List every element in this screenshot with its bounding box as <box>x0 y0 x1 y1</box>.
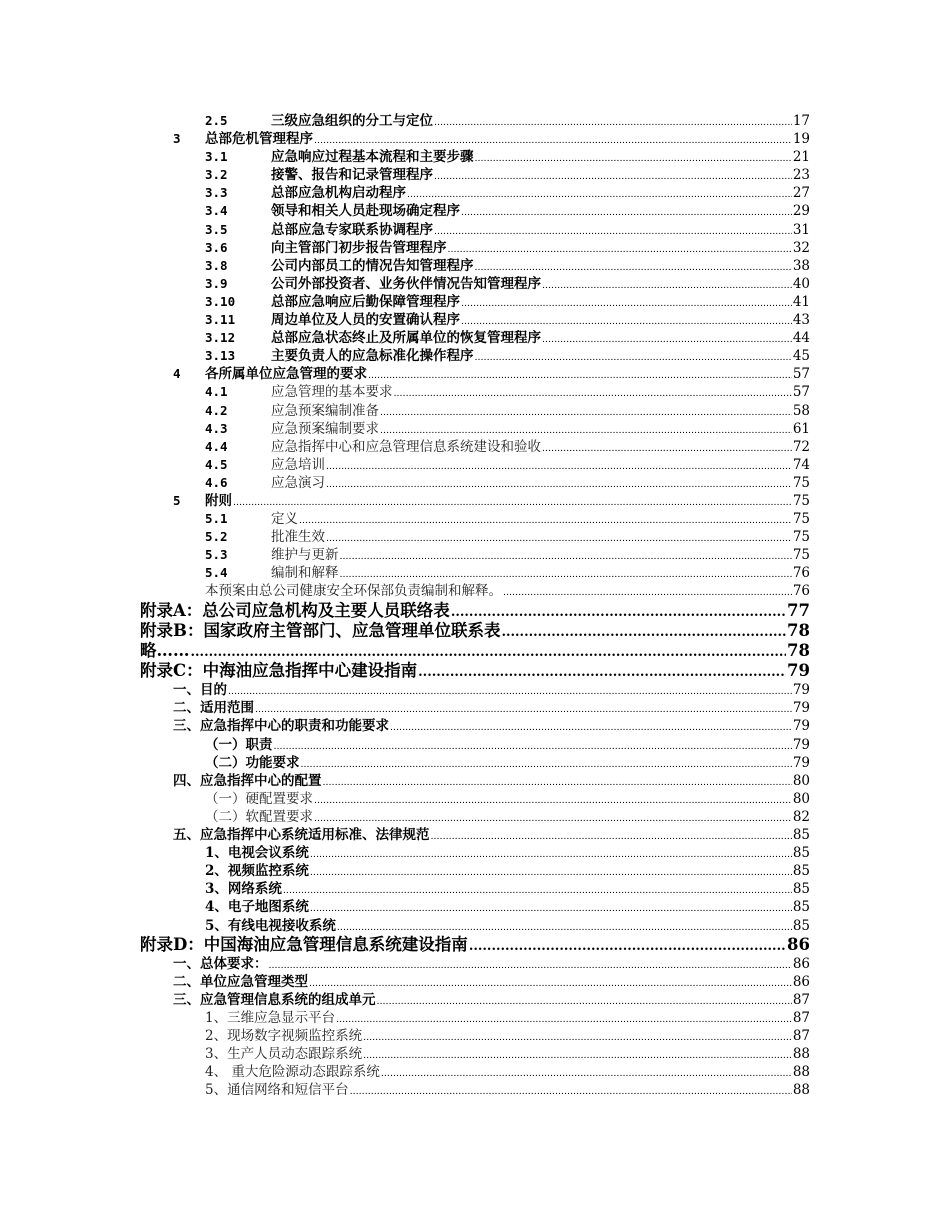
toc-page-number: 45 <box>792 348 810 365</box>
dot-leader <box>434 112 792 132</box>
toc-page-number: 86 <box>792 973 810 990</box>
toc-page-number: 41 <box>792 293 810 310</box>
dot-leader <box>377 991 792 1011</box>
toc-entry-title: 应急培训 <box>271 456 325 473</box>
toc-entry-title: 公司内部员工的情况告知管理程序 <box>271 257 474 274</box>
toc-entry-title: 一、总体要求： <box>173 955 268 972</box>
dot-leader <box>390 717 792 737</box>
dot-leader <box>314 808 792 828</box>
toc-entry-title: 一、目的 <box>173 682 227 699</box>
dot-leader <box>274 736 792 756</box>
toc-entry-title: 附则 <box>205 492 232 509</box>
toc-entry-title: 总部应急状态终止及所属单位的恢复管理程序 <box>271 330 541 347</box>
toc-entry-number: 4.3 <box>205 420 228 436</box>
toc-page-number: 88 <box>792 1046 810 1063</box>
toc-entry-number: 3.1 <box>205 149 228 165</box>
toc-page-number: 87 <box>792 1028 810 1045</box>
dot-leader <box>310 862 792 882</box>
dot-leader <box>363 1045 792 1065</box>
toc-entry-number: 3 <box>173 131 181 147</box>
toc-entry-number: 2.5 <box>205 113 228 128</box>
dot-leader <box>380 420 792 440</box>
dot-leader <box>340 546 792 566</box>
dot-leader <box>542 438 792 458</box>
toc-entry-title: 领导和相关人员赴现场确定程序 <box>271 203 460 220</box>
toc-entry-title: 附录D：中国海油应急管理信息系统建设指南 <box>140 934 468 954</box>
toc-entry-title: 应急预案编制准备 <box>271 402 379 419</box>
toc-page-number: 80 <box>792 790 810 807</box>
toc-entry[interactable] <box>140 1027 810 1045</box>
toc-entry-number: 3.4 <box>205 203 228 219</box>
toc-entry-number: 3.10 <box>205 293 236 309</box>
toc-page-number: 88 <box>792 1082 810 1099</box>
toc-page-number: 88 <box>792 1064 810 1081</box>
dot-leader <box>461 202 792 222</box>
toc-page-number: 29 <box>792 203 810 220</box>
dot-leader <box>451 601 786 623</box>
toc-page-number: 75 <box>792 474 810 491</box>
toc-entry[interactable] <box>140 736 810 754</box>
toc-page-number: 79 <box>792 700 810 717</box>
dot-leader <box>461 293 792 313</box>
dot-leader <box>326 474 792 494</box>
toc-entry-title: 维护与更新 <box>271 547 339 564</box>
dot-leader <box>299 510 792 530</box>
dot-leader <box>542 275 792 295</box>
toc-page-number: 79 <box>792 718 810 735</box>
dot-leader <box>475 257 792 277</box>
toc-entry[interactable] <box>140 329 810 347</box>
toc-page-number: 78 <box>787 620 810 640</box>
dot-leader <box>418 661 786 683</box>
toc-entry-title: 本预案由总公司健康安全环保部负责编制和解释。 <box>205 583 502 600</box>
toc-entry-title: 四、应急指挥中心的配置 <box>173 772 322 789</box>
table-of-contents <box>140 112 810 1100</box>
toc-page-number: 57 <box>792 384 810 401</box>
toc-entry[interactable] <box>140 699 810 717</box>
toc-page-number: 87 <box>792 991 810 1008</box>
toc-entry[interactable] <box>140 790 810 808</box>
toc-entry-title: 5、有线电视接收系统 <box>205 917 336 934</box>
toc-entry-title: 4、 重大危险源动态跟踪系统 <box>205 1064 380 1081</box>
dot-leader <box>309 973 792 993</box>
toc-entry[interactable] <box>140 456 810 474</box>
dot-leader <box>314 790 792 810</box>
toc-entry[interactable] <box>140 582 810 600</box>
toc-entry-number: 4.6 <box>205 474 228 490</box>
toc-page-number: 77 <box>787 600 810 620</box>
dot-leader <box>381 1063 792 1083</box>
toc-entry-title: （一）硬配置要求 <box>205 790 313 807</box>
dot-leader <box>461 311 792 331</box>
toc-entry-title: 总部应急专家联系协调程序 <box>271 221 433 238</box>
toc-entry-number: 3.9 <box>205 275 228 291</box>
toc-entry[interactable] <box>140 880 810 898</box>
toc-page-number: 82 <box>792 808 810 825</box>
toc-entry-title: 应急指挥中心和应急管理信息系统建设和验收 <box>271 438 541 455</box>
toc-entry[interactable] <box>140 564 810 582</box>
dot-leader <box>337 917 792 937</box>
toc-entry-number: 3.8 <box>205 257 228 273</box>
toc-entry-title: 总部应急响应后勤保障管理程序 <box>271 293 460 310</box>
toc-entry-title: 接警、报告和记录管理程序 <box>271 167 433 184</box>
toc-entry[interactable] <box>140 641 810 661</box>
toc-entry-title: 总部危机管理程序 <box>205 131 313 148</box>
toc-entry[interactable] <box>140 528 810 546</box>
toc-page-number: 78 <box>787 640 810 660</box>
toc-entry-title: 5、通信网络和短信平台 <box>205 1082 349 1099</box>
toc-entry[interactable] <box>140 898 810 916</box>
toc-page-number: 79 <box>792 682 810 699</box>
toc-entry[interactable] <box>140 257 810 275</box>
toc-page-number: 85 <box>792 899 810 916</box>
toc-entry-title: 三级应急组织的分工与定位 <box>271 113 433 129</box>
dot-leader <box>394 383 792 403</box>
toc-entry-title: 向主管部门初步报告管理程序 <box>271 239 447 256</box>
toc-entry[interactable] <box>140 311 810 329</box>
toc-entry-title: （一）职责 <box>205 736 273 753</box>
toc-entry-title: 应急预案编制要求 <box>271 420 379 437</box>
toc-entry-title: 应急演习 <box>271 474 325 491</box>
toc-page-number: 75 <box>792 511 810 528</box>
toc-entry-title: 批准生效 <box>271 529 325 546</box>
toc-page-number: 38 <box>792 257 810 274</box>
toc-page-number: 85 <box>792 863 810 880</box>
dot-leader <box>380 402 792 422</box>
toc-entry-number: 3.11 <box>205 312 236 328</box>
toc-entry[interactable] <box>140 826 810 844</box>
toc-entry[interactable] <box>140 347 810 365</box>
toc-entry[interactable] <box>140 546 810 564</box>
dot-leader <box>475 148 792 168</box>
toc-entry-number: 5.3 <box>205 547 228 563</box>
toc-entry-title: 二、单位应急管理类型 <box>173 973 308 990</box>
toc-page-number: 23 <box>792 167 810 184</box>
toc-entry-title: 二、适用范围 <box>173 700 254 717</box>
toc-page-number: 43 <box>792 312 810 329</box>
toc-page-number: 31 <box>792 221 810 238</box>
toc-entry-number: 3.5 <box>205 221 228 237</box>
toc-entry[interactable] <box>140 1063 810 1081</box>
toc-page-number: 75 <box>792 492 810 509</box>
dot-leader <box>310 898 792 918</box>
toc-page-number: 85 <box>792 881 810 898</box>
toc-entry[interactable] <box>140 221 810 239</box>
toc-page-number: 74 <box>792 456 810 473</box>
toc-entry-number: 4 <box>173 366 181 382</box>
toc-entry-title: 五、应急指挥中心系统适用标准、法律规范 <box>173 827 430 844</box>
toc-page-number: 19 <box>792 131 810 148</box>
toc-entry-number: 5.4 <box>205 565 228 581</box>
toc-entry-title: 4、电子地图系统 <box>205 899 309 916</box>
toc-entry-title: （二）功能要求 <box>205 754 300 771</box>
toc-page-number: 80 <box>792 772 810 789</box>
dot-leader <box>283 880 792 900</box>
toc-entry[interactable] <box>140 955 810 973</box>
dot-leader <box>469 935 786 957</box>
dot-leader <box>475 347 792 367</box>
toc-entry[interactable] <box>140 510 810 528</box>
toc-entry-title: 3、网络系统 <box>205 881 282 898</box>
toc-entry[interactable] <box>140 402 810 420</box>
dot-leader <box>407 184 792 204</box>
toc-entry[interactable] <box>140 148 810 166</box>
toc-page-number: 72 <box>792 438 810 455</box>
toc-page-number: 17 <box>792 113 810 129</box>
dot-leader <box>233 492 792 512</box>
dot-leader <box>368 365 792 385</box>
toc-entry-number: 5.1 <box>205 511 228 527</box>
toc-entry[interactable] <box>140 438 810 456</box>
toc-entry-title: 1、电视会议系统 <box>205 845 309 862</box>
dot-leader <box>326 456 792 476</box>
toc-entry[interactable] <box>140 1045 810 1063</box>
dot-leader <box>501 621 786 643</box>
toc-page-number: 44 <box>792 330 810 347</box>
toc-entry[interactable] <box>140 275 810 293</box>
toc-entry-title: 2、视频监控系统 <box>205 863 309 880</box>
toc-entry-title: 公司外部投资者、业务伙伴情况告知管理程序 <box>271 275 541 292</box>
toc-page-number: 75 <box>792 529 810 546</box>
toc-entry[interactable] <box>140 239 810 257</box>
toc-entry-title: 2、现场数字视频监控系统 <box>205 1028 363 1045</box>
toc-entry[interactable] <box>140 601 810 621</box>
toc-page-number: 58 <box>792 402 810 419</box>
dot-leader <box>340 564 792 584</box>
toc-entry[interactable] <box>140 772 810 790</box>
toc-entry-title: 附录B：国家政府主管部门、应急管理单位联系表 <box>140 620 501 640</box>
dot-leader <box>191 641 787 663</box>
toc-entry-number: 3.3 <box>205 185 228 201</box>
toc-entry[interactable] <box>140 973 810 991</box>
toc-entry-title: 略…… <box>140 640 190 660</box>
toc-entry-number: 4.5 <box>205 456 228 472</box>
toc-entry[interactable] <box>140 474 810 492</box>
toc-entry-title: 编制和解释 <box>271 565 339 582</box>
toc-entry[interactable] <box>140 492 810 510</box>
toc-entry-title: 主要负责人的应急标准化操作程序 <box>271 348 474 365</box>
toc-entry-title: 应急管理的基本要求 <box>271 384 393 401</box>
dot-leader <box>228 681 792 701</box>
toc-entry[interactable] <box>140 917 810 935</box>
dot-leader <box>542 329 792 349</box>
toc-page-number: 21 <box>792 149 810 166</box>
toc-page-number: 79 <box>792 754 810 771</box>
dot-leader <box>434 221 792 241</box>
toc-entry[interactable] <box>140 112 810 130</box>
toc-entry[interactable] <box>140 621 810 641</box>
toc-entry[interactable] <box>140 935 810 955</box>
toc-page-number: 76 <box>792 583 810 600</box>
toc-entry-title: 周边单位及人员的安置确认程序 <box>271 312 460 329</box>
dot-leader <box>434 166 792 186</box>
toc-page-number: 85 <box>792 917 810 934</box>
dot-leader <box>255 699 792 719</box>
dot-leader <box>350 1081 792 1101</box>
toc-entry[interactable] <box>140 844 810 862</box>
toc-entry-title: 应急响应过程基本流程和主要步骤 <box>271 149 474 166</box>
toc-page-number: 79 <box>792 736 810 753</box>
toc-entry-title: （二）软配置要求 <box>205 808 313 825</box>
toc-entry-number: 4.1 <box>205 384 228 400</box>
toc-entry-number: 5.2 <box>205 529 228 545</box>
toc-page-number: 79 <box>787 661 810 681</box>
toc-entry[interactable] <box>140 166 810 184</box>
toc-entry[interactable] <box>140 420 810 438</box>
dot-leader <box>431 826 792 846</box>
toc-page-number: 85 <box>792 845 810 862</box>
toc-entry-number: 5 <box>173 492 181 508</box>
toc-entry[interactable] <box>140 184 810 202</box>
dot-leader <box>363 1027 792 1047</box>
toc-entry-title: 定义 <box>271 511 298 528</box>
toc-entry-title: 总部应急机构启动程序 <box>271 185 406 202</box>
toc-entry-title: 附录C：中海油应急指挥中心建设指南 <box>140 661 418 681</box>
dot-leader <box>323 772 792 792</box>
dot-leader <box>326 528 792 548</box>
toc-entry[interactable] <box>140 1081 810 1099</box>
toc-page-number: 76 <box>792 565 810 582</box>
toc-entry[interactable] <box>140 130 810 148</box>
toc-entry[interactable] <box>140 383 810 401</box>
toc-entry-title: 3、生产人员动态跟踪系统 <box>205 1046 363 1063</box>
toc-page-number: 85 <box>792 827 810 844</box>
toc-entry[interactable] <box>140 293 810 311</box>
dot-leader <box>310 844 792 864</box>
dot-leader <box>448 239 792 259</box>
toc-entry-number: 3.2 <box>205 167 228 183</box>
toc-entry[interactable] <box>140 862 810 880</box>
toc-page-number: 32 <box>792 239 810 256</box>
toc-entry-title: 三、应急指挥中心的职责和功能要求 <box>173 718 389 735</box>
dot-leader <box>301 754 792 774</box>
toc-page-number: 75 <box>792 547 810 564</box>
toc-entry-number: 3.12 <box>205 330 236 346</box>
toc-page-number: 27 <box>792 185 810 202</box>
toc-page-number: 40 <box>792 275 810 292</box>
toc-entry-number: 4.4 <box>205 438 228 454</box>
toc-entry-title: 三、应急管理信息系统的组成单元 <box>173 991 376 1008</box>
dot-leader <box>336 1009 792 1029</box>
toc-entry-number: 3.6 <box>205 239 228 255</box>
toc-entry[interactable] <box>140 754 810 772</box>
toc-entry-number: 3.13 <box>205 348 236 364</box>
toc-entry-title: 1、三维应急显示平台 <box>205 1010 336 1027</box>
toc-page-number: 87 <box>792 1010 810 1027</box>
toc-entry[interactable] <box>140 808 810 826</box>
toc-entry-number: 4.2 <box>205 402 228 418</box>
toc-entry[interactable] <box>140 661 810 681</box>
toc-page-number: 86 <box>787 934 810 954</box>
toc-page-number: 86 <box>792 955 810 972</box>
dot-leader <box>314 130 792 150</box>
dot-leader <box>503 582 792 602</box>
toc-entry[interactable] <box>140 717 810 735</box>
toc-entry[interactable] <box>140 991 810 1009</box>
toc-entry[interactable] <box>140 365 810 383</box>
toc-entry[interactable] <box>140 681 810 699</box>
toc-entry[interactable] <box>140 1009 810 1027</box>
toc-entry[interactable] <box>140 202 810 220</box>
toc-page-number: 61 <box>792 420 810 437</box>
toc-entry-title: 各所属单位应急管理的要求 <box>205 366 367 383</box>
toc-entry-title: 附录A：总公司应急机构及主要人员联络表 <box>140 600 450 620</box>
dot-leader <box>269 955 792 975</box>
toc-page-number: 57 <box>792 366 810 383</box>
